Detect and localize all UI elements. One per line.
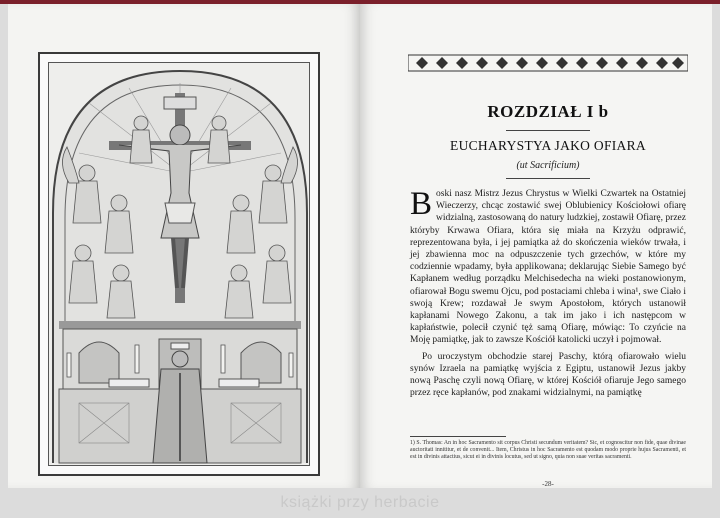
chapter-subtitle: EUCHARYSTYA JAKO OFIARA — [450, 138, 646, 153]
paragraph-2: Po uroczystym obchodzie starej Paschy, którą ofiarowało wielu synów Izraela na pamiątkę wyjścia z Egiptu, ustanowił Jezus jakby nową Paschę czyli nową Ofiarę, w której Kościół ofiaruje Jego samego przez ręce kapłanów, pod znakami widzialnymi, na pamiątkę — [410, 351, 686, 399]
paragraph-1-text: oski nasz Mistrz Jezus Chrystus w Wielki Czwartek na Ostatniej Wieczerzy, chcąc zostawić swej Oblubienicy Kościołowi ofiarę widzialną, zastosowaną do natury ludzkiej, zostawił Ofiarę, przez któryby Krwawa Ofiara, która się miała na Krzyżu odprawić, reprezentowana była, i jej pamiątka aż do skończenia wieków trwała, i jej zbawienna moc na odpuszczenie tych grzechów, w które my codziennie wpadamy, była applikowana; deklarując Siebie Samego być Kapłanem według porządku Melchisedecha na wieki postanowionym, ofiarował Bogu swemu Ojcu, pod postaciami chleba i wina¹, swe Ciało i swoją Krew; rozdawał Je swym Apostołom, których ustanowił kapłanami Nowego Zakonu, a tak im jako i ich następcom w kapłaństwie, polecił czynić tęż samą Ofiarę, mówiąc: To czyńcie na Moję pamiątkę, jak to zawsze Kościół katolicki uczył i pojmował. — [410, 189, 686, 346]
engraving-inner-frame — [48, 62, 310, 466]
ornamental-border — [408, 52, 688, 74]
footnote-rule — [410, 436, 506, 437]
paragraph-1 — [410, 188, 686, 347]
engraving-illustration — [49, 63, 310, 466]
chapter-title: ROZDZIAŁ I b — [487, 102, 609, 121]
drop-cap: B — [410, 186, 433, 222]
left-page — [8, 4, 360, 488]
watermark: książki przy herbacie — [280, 494, 440, 511]
chapter-body — [410, 188, 686, 399]
crucifixion-engraving — [38, 52, 320, 476]
title-rule — [506, 130, 590, 131]
latin-subtitle: (ut Sacrificium) — [516, 160, 580, 171]
footnote: 1) S. Thomas: An in hoc Sacramento sit corpus Christi secundum veritatem? Sic, et cognoscitur non fide, quae divinae auctoritati innititur, et de convenit... Item, Christus in hoc Sacramento est quodam modo proprie hujus Sacramenti, et est in divinis attactius, sicut ei in divinis locutus, sed ut signo, quia non suae veritas sacramenti. — [410, 440, 686, 461]
right-page — [360, 4, 712, 488]
page-number: -28- — [542, 480, 554, 488]
subtitle-rule — [506, 178, 590, 179]
